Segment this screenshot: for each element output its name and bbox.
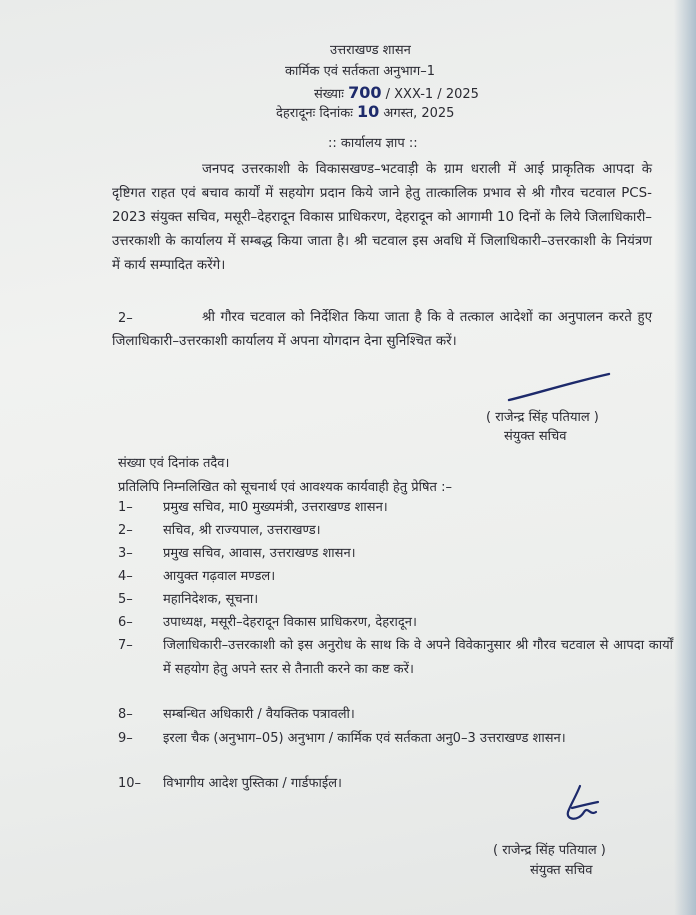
list-item: सचिव, श्री राज्यपाल, उत्तराखण्ड। bbox=[163, 523, 321, 538]
paragraph-1 bbox=[112, 158, 652, 278]
signature-stroke-2 bbox=[560, 782, 610, 830]
list-item: उपाध्यक्ष, मसूरी–देहरादून विकास प्राधिकरण, देहरादून। bbox=[163, 615, 417, 630]
office-memo-title: :: कार्यालय ज्ञाप :: bbox=[328, 136, 418, 151]
order-number-line bbox=[314, 84, 479, 103]
signatory-name-2: ( राजेन्द्र सिंह पतियाल ) bbox=[493, 843, 606, 858]
list-item: महानिदेशक, सूचना। bbox=[163, 592, 259, 607]
department-heading: कार्मिक एवं सर्तकता अनुभाग–1 bbox=[285, 64, 435, 79]
paragraph-2-text: श्री गौरव चटवाल को निर्देशित किया जाता है कि वे तत्काल आदेशों का अनुपालन करते हुए जिलाधिकारी–उत्तरकाशी कार्यालय में अपना योगदान देना सुनिश्चित करें। bbox=[112, 310, 652, 349]
list-item: जिलाधिकारी–उत्तरकाशी को इस अनुरोध के साथ कि वे अपने विवेकानुसार श्री गौरव चटवाल से आपदा कार्यों में सहयोग हेतु अपने स्तर से तैनाती करने का कष्ट करें। bbox=[163, 638, 673, 677]
signatory-designation-2: संयुक्त सचिव bbox=[530, 863, 593, 878]
list-item-number: 5– bbox=[118, 592, 133, 607]
signatory-designation-1: संयुक्त सचिव bbox=[504, 429, 567, 444]
list-item-number: 2– bbox=[118, 523, 133, 538]
paragraph-2 bbox=[112, 306, 652, 354]
order-number-suffix: / XXX-1 / 2025 bbox=[385, 87, 479, 102]
order-number-handwritten: 700 bbox=[348, 83, 382, 102]
background-edge bbox=[674, 0, 696, 915]
date-suffix: अगस्त, 2025 bbox=[383, 106, 455, 121]
signatory-name-1: ( राजेन्द्र सिंह पतियाल ) bbox=[486, 410, 599, 425]
order-number-label: संख्याः bbox=[314, 87, 344, 102]
list-item: प्रमुख सचिव, मा0 मुख्यमंत्री, उत्तराखण्ड शासन। bbox=[163, 500, 388, 515]
list-item: सम्बन्धित अधिकारी / वैयक्तिक पत्रावली। bbox=[163, 707, 355, 722]
list-item-number: 4– bbox=[118, 569, 133, 584]
copy-reference: संख्या एवं दिनांक तदैव। bbox=[118, 456, 230, 471]
list-item: आयुक्त गढ़वाल मण्डल। bbox=[163, 569, 276, 584]
place-date-line bbox=[276, 103, 454, 122]
paragraph-1-text: जनपद उत्तरकाशी के विकासखण्ड–भटवाड़ी के ग्राम धराली में आई प्राकृतिक आपदा के दृष्टिगत राहत एवं बचाव कार्यों में सहयोग प्रदान किये जाने हेतु तात्कालिक प्रभाव से श्री गौरव चटवाल PCS-2023 संयुक्त सचिव, मसूरी–देहरादून विकास प्राधिकरण, देहरादून को आगामी 10 दिनों के लिये जिलाधिकारी–उत्तरकाशी के कार्यालय में सम्बद्ध किया जाता है। श्री चटवाल इस अवधि में जिलाधिकारी–उत्तरकाशी के नियंत्रण में कार्य सम्पादित करेंगे। bbox=[112, 162, 652, 273]
government-heading: उत्तराखण्ड शासन bbox=[330, 43, 411, 58]
list-item-number: 1– bbox=[118, 500, 133, 515]
list-item-number: 6– bbox=[118, 615, 133, 630]
list-item: प्रमुख सचिव, आवास, उत्तराखण्ड शासन। bbox=[163, 546, 356, 561]
list-item-number: 10– bbox=[118, 776, 142, 791]
paragraph-2-number: 2– bbox=[118, 311, 133, 326]
place-date-label: देहरादूनः दिनांकः bbox=[276, 106, 353, 121]
list-item: विभागीय आदेश पुस्तिका / गार्डफाईल। bbox=[163, 776, 342, 791]
list-item-number: 7– bbox=[118, 638, 133, 653]
list-item-number: 3– bbox=[118, 546, 133, 561]
copy-intro: प्रतिलिपि निम्नलिखित को सूचनार्थ एवं आवश्यक कार्यवाही हेतु प्रेषित :– bbox=[118, 480, 452, 495]
list-item-number: 9– bbox=[118, 731, 133, 746]
list-item-number: 8– bbox=[118, 707, 133, 722]
signature-stroke-1 bbox=[505, 370, 615, 406]
date-day-handwritten: 10 bbox=[356, 102, 380, 121]
list-item: इरला चैक (अनुभाग–05) अनुभाग / कार्मिक एवं सर्तकता अनु0–3 उत्तराखण्ड शासन। bbox=[163, 731, 566, 746]
